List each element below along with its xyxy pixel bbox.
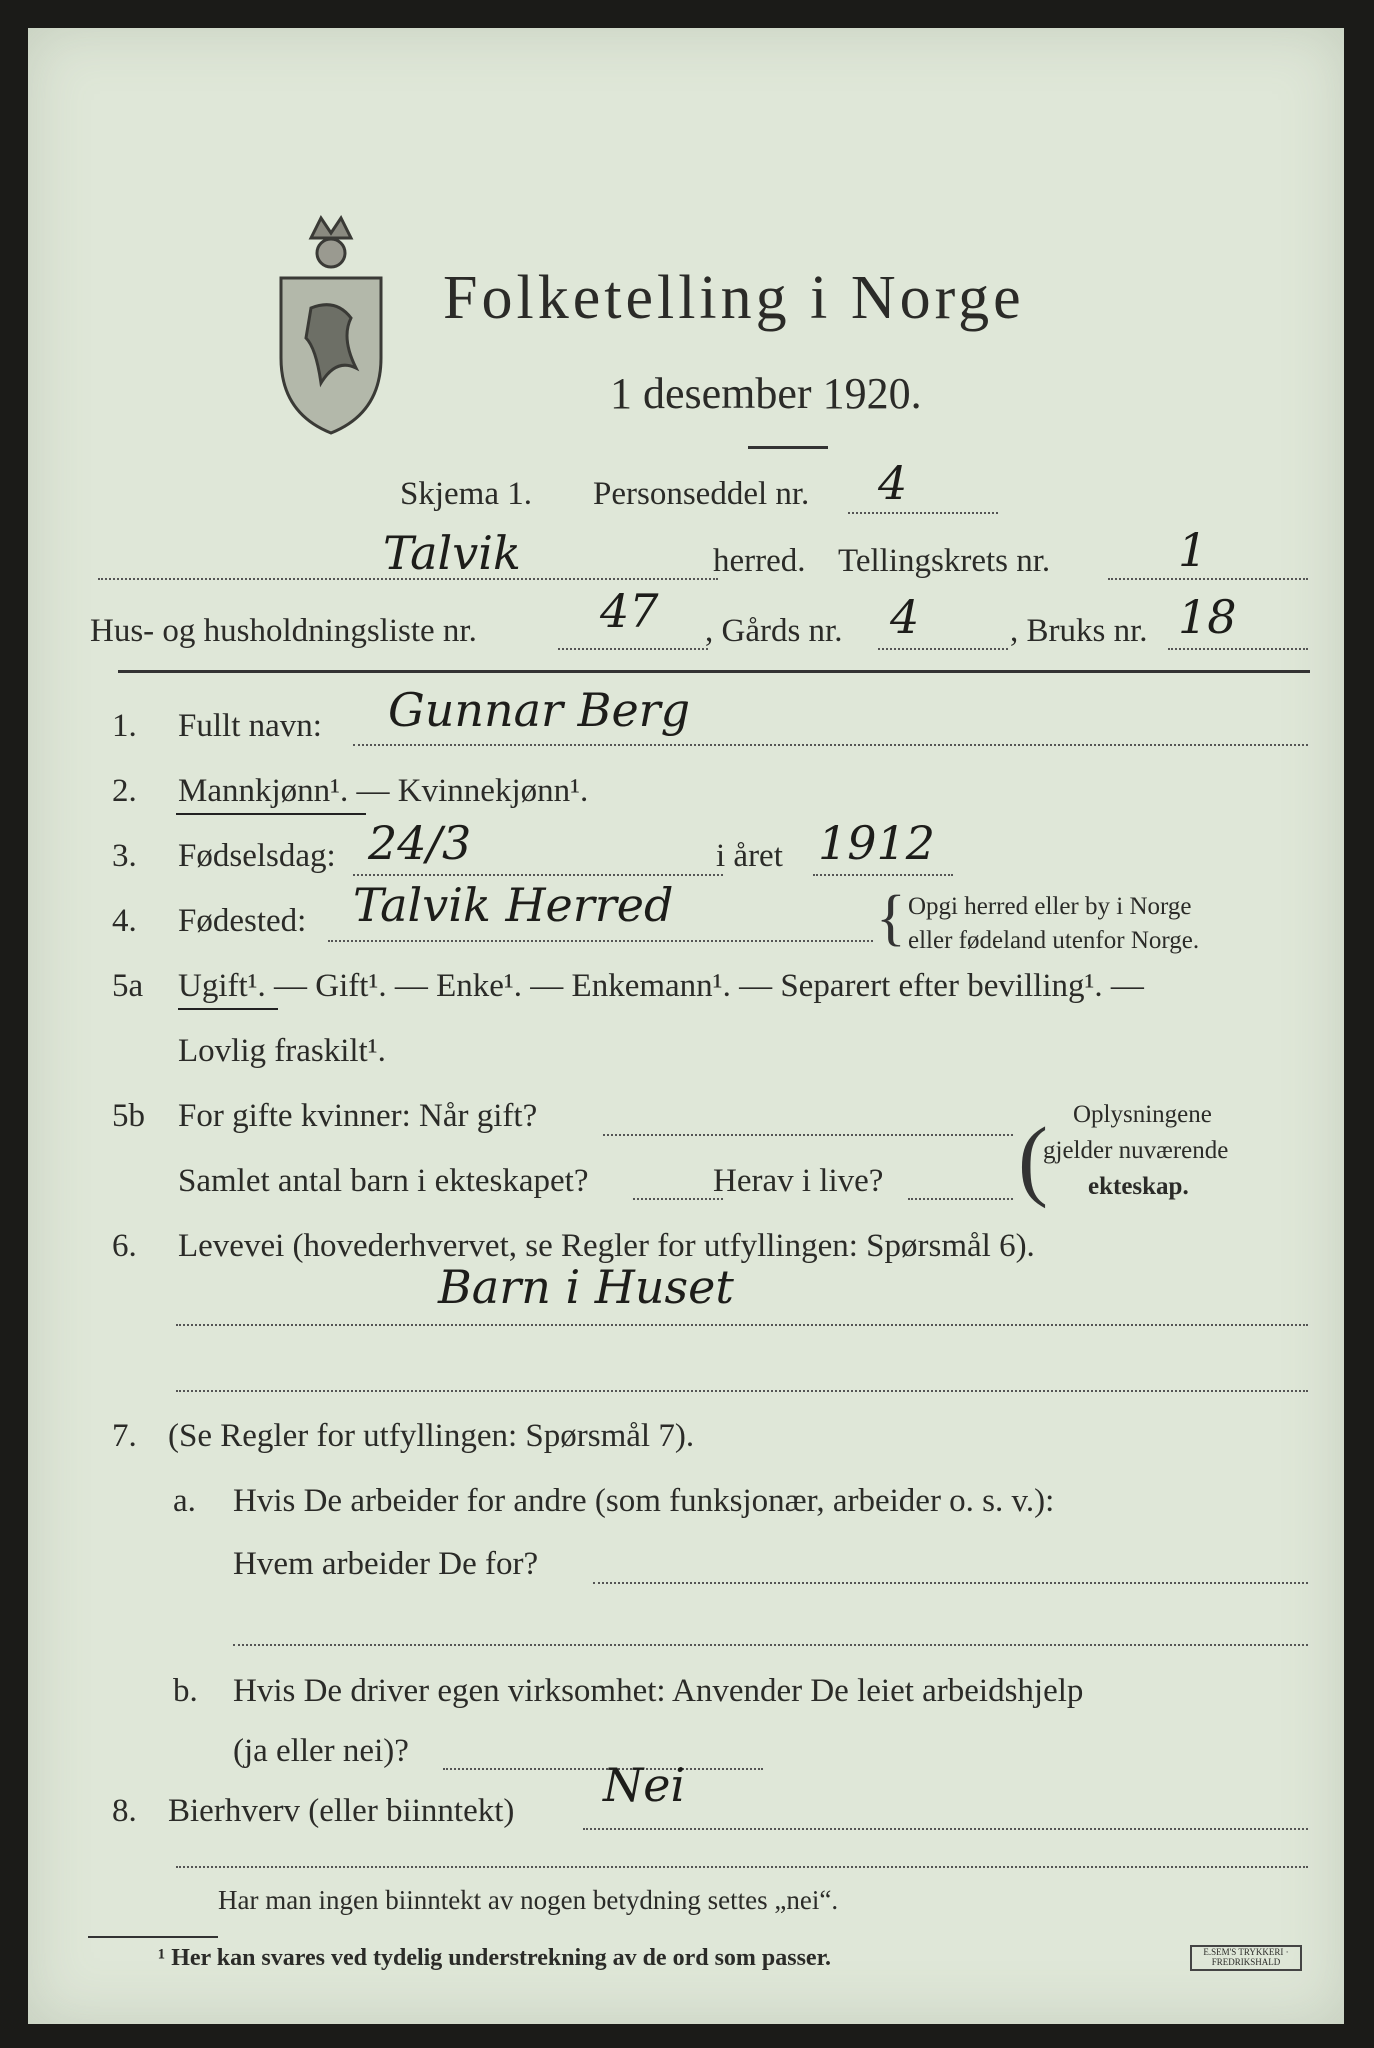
q7a-text2: Hvem arbeider De for? [233,1546,539,1582]
bruks-label: , Bruks nr. [1010,613,1148,649]
q4-dotline [328,940,873,942]
q7a-dotline [593,1582,1308,1584]
q5b-note-3: ekteskap. [1088,1173,1189,1200]
q5b-dotline2 [633,1198,723,1200]
q3-year-value: 1912 [818,816,936,870]
hus-label: Hus- og husholdningsliste nr. [90,613,477,649]
bruks-dotline [1168,648,1308,650]
gards-value: 4 [890,590,920,644]
tellingskrets-value: 1 [1178,523,1208,577]
q7-number: 7. [112,1418,137,1454]
q3-dotline [353,874,723,876]
q6-dotline [176,1324,1308,1326]
q7-label: (Se Regler for utfyllingen: Spørsmål 7). [168,1418,695,1454]
q3-year-label: i året [716,838,783,874]
q5b-brace: ( [1018,1110,1048,1209]
q6-value: Barn i Huset [438,1260,734,1314]
title-divider [748,446,828,449]
tellingskrets-dotline [1108,578,1308,580]
personseddel-dotline [848,512,998,514]
q3-value: 24/3 [368,816,472,870]
q7b-letter: b. [173,1673,198,1709]
herred-label: herred. [713,543,806,579]
q5b-dotline [603,1134,1013,1136]
herred-value: Talvik [383,526,521,580]
q8-number: 8. [112,1793,137,1829]
form-title: Folketelling i Norge [443,264,1025,332]
q5a-text: Ugift¹. — Gift¹. — Enke¹. — Enkemann¹. — Separert efter bevilling¹. — [178,968,1144,1004]
form-date: 1 desember 1920. [610,369,922,418]
q2-selection-underline [176,813,366,815]
gards-dotline [878,648,1008,650]
q4-note-1: Opgi herred eller by i Norge [908,893,1192,920]
q6-number: 6. [112,1228,137,1264]
q5a-number: 5a [112,968,144,1004]
q4-number: 4. [112,903,137,939]
tellingskrets-label: Tellingskrets nr. [838,543,1051,579]
q2-number: 2. [112,773,137,809]
q7b-text: Hvis De driver egen virksomhet: Anvender De leiet arbeidshjelp [233,1673,1084,1709]
personseddel-label: Personseddel nr. [593,476,810,512]
q1-label: Fullt navn: [178,708,322,744]
q8-label: Bierhverv (eller biinntekt) [168,1793,515,1829]
q5b-dotline3 [908,1198,1013,1200]
q3-label: Fødselsdag: [178,838,336,874]
q8-dotline [583,1828,1308,1830]
footer-note: Har man ingen biinntekt av nogen betydning settes „nei“. [218,1885,839,1915]
q5b-note-1: Oplysningene [1073,1101,1212,1128]
q4-brace: { [876,884,906,952]
q7a-letter: a. [173,1483,196,1519]
q7b-text2: (ja eller nei)? [233,1733,409,1769]
bruks-value: 18 [1178,590,1237,644]
q5b-number: 5b [112,1098,145,1134]
q8-dotline2 [176,1866,1308,1868]
q4-label: Fødested: [178,903,307,939]
q1-number: 1. [112,708,137,744]
q3-number: 3. [112,838,137,874]
q5b-label3: Herav i live? [713,1163,884,1199]
q5a-selection-underline [178,1008,278,1010]
hus-dotline [558,648,708,650]
q2-text: Mannkjønn¹. — Kvinnekjønn¹. [178,773,589,809]
q3-year-dotline [813,874,953,876]
q5a-text2: Lovlig fraskilt¹. [178,1033,386,1069]
personseddel-value: 4 [878,456,908,510]
q6-dotline2 [176,1390,1308,1392]
q5b-label2: Samlet antal barn i ekteskapet? [178,1163,589,1199]
footnote: ¹ Her kan svares ved tydelig understrekning av de ord som passer. [158,1945,832,1971]
skjema-label: Skjema 1. [400,476,532,512]
q7a-dotline2 [233,1644,1308,1646]
q5b-note-2: gjelder nuværende [1043,1137,1229,1164]
footnote-rule [88,1936,218,1938]
printer-stamp: E.SEM'S TRYKKERI · FREDRIKSHALD [1190,1945,1302,1971]
header-rule [118,670,1310,673]
q1-dotline [353,744,1308,746]
q6-label: Levevei (hovederhvervet, se Regler for utfyllingen: Spørsmål 6). [178,1228,1035,1264]
q4-note-2: eller fødeland utenfor Norge. [908,927,1200,954]
q4-value: Talvik Herred [353,878,674,932]
census-form-sheet [28,28,1344,2024]
q5b-label: For gifte kvinner: Når gift? [178,1098,538,1134]
q1-value: Gunnar Berg [388,683,691,737]
gards-label: , Gårds nr. [705,613,843,649]
q7a-text: Hvis De arbeider for andre (som funksjonær, arbeider o. s. v.): [233,1483,1055,1519]
coat-of-arms-emblem [266,208,396,438]
hus-value: 47 [600,584,659,638]
q8-value: Nei [603,1758,686,1812]
